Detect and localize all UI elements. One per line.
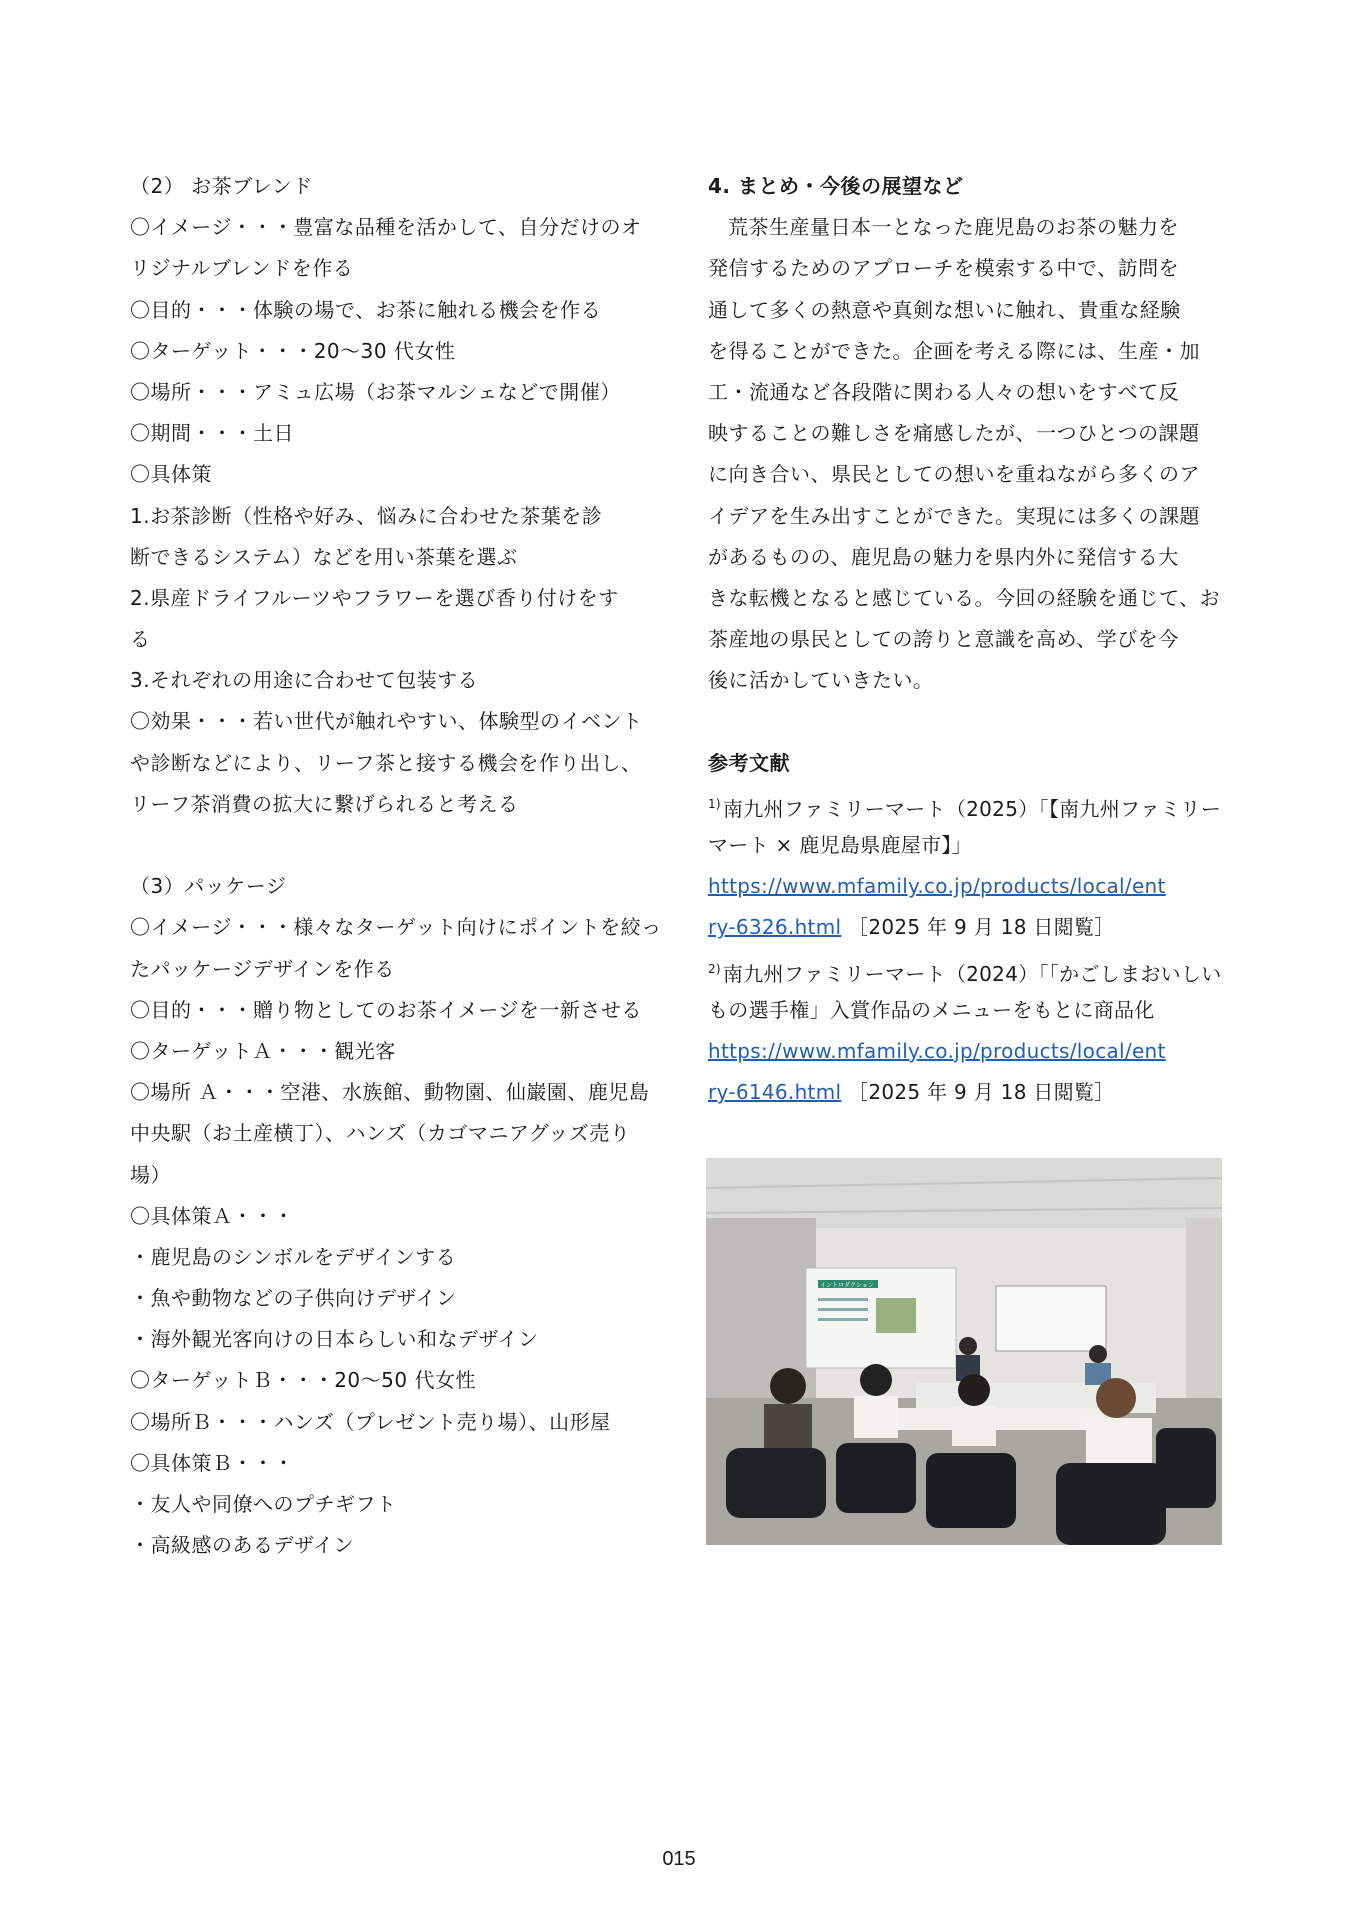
text-line: たパッケージデザインを作る [130, 956, 395, 981]
spacer [130, 825, 670, 866]
reference-2-line1 [708, 949, 1236, 990]
reference-2-link[interactable]: https://www.mfamily.co.jp/products/local/ent [708, 1038, 1166, 1063]
text-line: 〇場所 Ａ・・・空港、水族館、動物園、仙巌園、鹿児島 [130, 1080, 650, 1105]
text-line: 工・流通など各段階に関わる人々の想いをすべて反 [708, 379, 1180, 404]
text-line: や診断などにより、リーフ茶と接する機会を作り出し、 [130, 750, 642, 775]
access-date: ［2025 年 9 月 18 日閲覧］ [848, 915, 1115, 940]
footnote-number: 2) [708, 961, 721, 976]
text-line: 〇目的・・・体験の場で、お茶に触れる機会を作る [130, 297, 602, 322]
reference-1-url-line2 [708, 907, 1236, 948]
section-title-package: （3）パッケージ [130, 874, 287, 899]
section-title-tea-blend: （2） お茶ブレンド [130, 174, 313, 198]
reference-1-link[interactable]: https://www.mfamily.co.jp/products/local/ent [708, 874, 1166, 899]
text-line: 〇場所Ｂ・・・ハンズ（プレゼント売り場）、山形屋 [130, 1409, 611, 1434]
reference-1-line1 [708, 784, 1236, 825]
text-line: 〇イメージ・・・様々なターゲット向けにポイントを絞っ [130, 915, 662, 940]
text-line: 3.それぞれの用途に合わせて包装する [130, 668, 479, 693]
section-tea-blend [130, 166, 670, 825]
section-package [130, 866, 670, 1566]
text-line: 2.県産ドライフルーツやフラワーを選び香り付けをす [130, 585, 619, 610]
text-line: 場） [130, 1162, 171, 1187]
references [708, 743, 1236, 1114]
text-line: 〇具体策Ａ・・・ [130, 1203, 294, 1228]
reference-2-link-cont[interactable]: ry-6146.html [708, 1080, 842, 1105]
text-line: ・魚や動物などの子供向けデザイン [130, 1286, 457, 1311]
text-line: リーフ茶消費の拡大に繋げられると考える [130, 791, 519, 816]
section-summary [708, 166, 1236, 701]
text-line: を得ることができた。企画を考える際には、生産・加 [708, 338, 1200, 363]
text-line: 1.お茶診断（性格や好み、悩みに合わせた茶葉を診 [130, 503, 603, 528]
text-line: きな転機となると感じている。今回の経験を通じて、お [708, 585, 1221, 610]
footnote-number: 1) [708, 796, 721, 811]
right-column [708, 166, 1236, 1113]
text-line: 後に活かしていきたい。 [708, 668, 934, 693]
reference-text: 南九州ファミリーマート（2024）「「かごしまおいしい [722, 961, 1222, 986]
text-line: ・鹿児島のシンボルをデザインする [130, 1244, 457, 1269]
text-line: 中央駅（お土産横丁）、ハンズ（カゴマニアグッズ売り [130, 1121, 631, 1146]
left-column [130, 166, 670, 1566]
text-line: 〇具体策 [130, 462, 212, 487]
text-line: る [130, 627, 151, 652]
text-line: 発信するためのアプローチを模索する中で、訪問を [708, 256, 1180, 281]
reference-1-link-cont[interactable]: ry-6326.html [708, 915, 842, 940]
reference-2-url-line1 [708, 1031, 1236, 1072]
reference-text: もの選手権」入賞作品のメニューをもとに商品化 [708, 997, 1155, 1022]
text-line: 〇場所・・・アミュ広場（お茶マルシェなどで開催） [130, 379, 621, 404]
text-line: 〇ターゲットＡ・・・観光客 [130, 1038, 396, 1063]
text-line: 〇効果・・・若い世代が触れやすい、体験型のイベント [130, 709, 643, 734]
reference-2-url-line2 [708, 1072, 1236, 1113]
text-line: 〇具体策Ｂ・・・ [130, 1450, 294, 1475]
text-line: ・友人や同僚へのプチギフト [130, 1492, 397, 1516]
text-line: 〇イメージ・・・豊富な品種を活かして、自分だけのオ [130, 215, 642, 240]
slide-title: イントロダクション [820, 1282, 874, 1289]
access-date: ［2025 年 9 月 18 日閲覧］ [848, 1080, 1115, 1105]
references-title: 参考文献 [708, 750, 790, 775]
text-line: ・高級感のあるデザイン [130, 1533, 355, 1558]
text-line: 断できるシステム）などを用い茶葉を選ぶ [130, 544, 518, 569]
text-line: ・海外観光客向けの日本らしい和なデザイン [130, 1327, 539, 1352]
text-line: イデアを生み出すことができた。実現には多くの課題 [708, 503, 1200, 528]
section-title-summary: 4. まとめ・今後の展望など [708, 174, 964, 198]
spacer [708, 701, 1236, 742]
text-line: 〇ターゲット・・・20～30 代女性 [130, 338, 456, 363]
text-line: 〇期間・・・土日 [130, 421, 294, 446]
text-line: 通して多くの熱意や真剣な想いに触れ、貴重な経験 [708, 297, 1181, 322]
text-line: に向き合い、県民としての想いを重ねながら多くのア [708, 462, 1200, 487]
page-number: 015 [662, 1848, 696, 1870]
reference-text: 南九州ファミリーマート（2025）「【南九州ファミリー [722, 796, 1222, 821]
meeting-photo [706, 1158, 1222, 1545]
text-line: 茶産地の県民としての誇りと意識を高め、学びを今 [708, 627, 1179, 652]
text-line: 映することの難しさを痛感したが、一つひとつの課題 [708, 421, 1200, 446]
text-line: があるものの、鹿児島の魅力を県内外に発信する大 [708, 544, 1179, 569]
text-line: リジナルブレンドを作る [130, 256, 354, 281]
reference-1-url-line1 [708, 866, 1236, 907]
text-line: 荒茶生産量日本一となった鹿児島のお茶の魅力を [728, 215, 1179, 240]
text-line: 〇ターゲットＢ・・・20～50 代女性 [130, 1368, 476, 1393]
reference-text: マート × 鹿児島県鹿屋市】」 [708, 833, 972, 857]
text-line: 〇目的・・・贈り物としてのお茶イメージを一新させる [130, 997, 642, 1022]
